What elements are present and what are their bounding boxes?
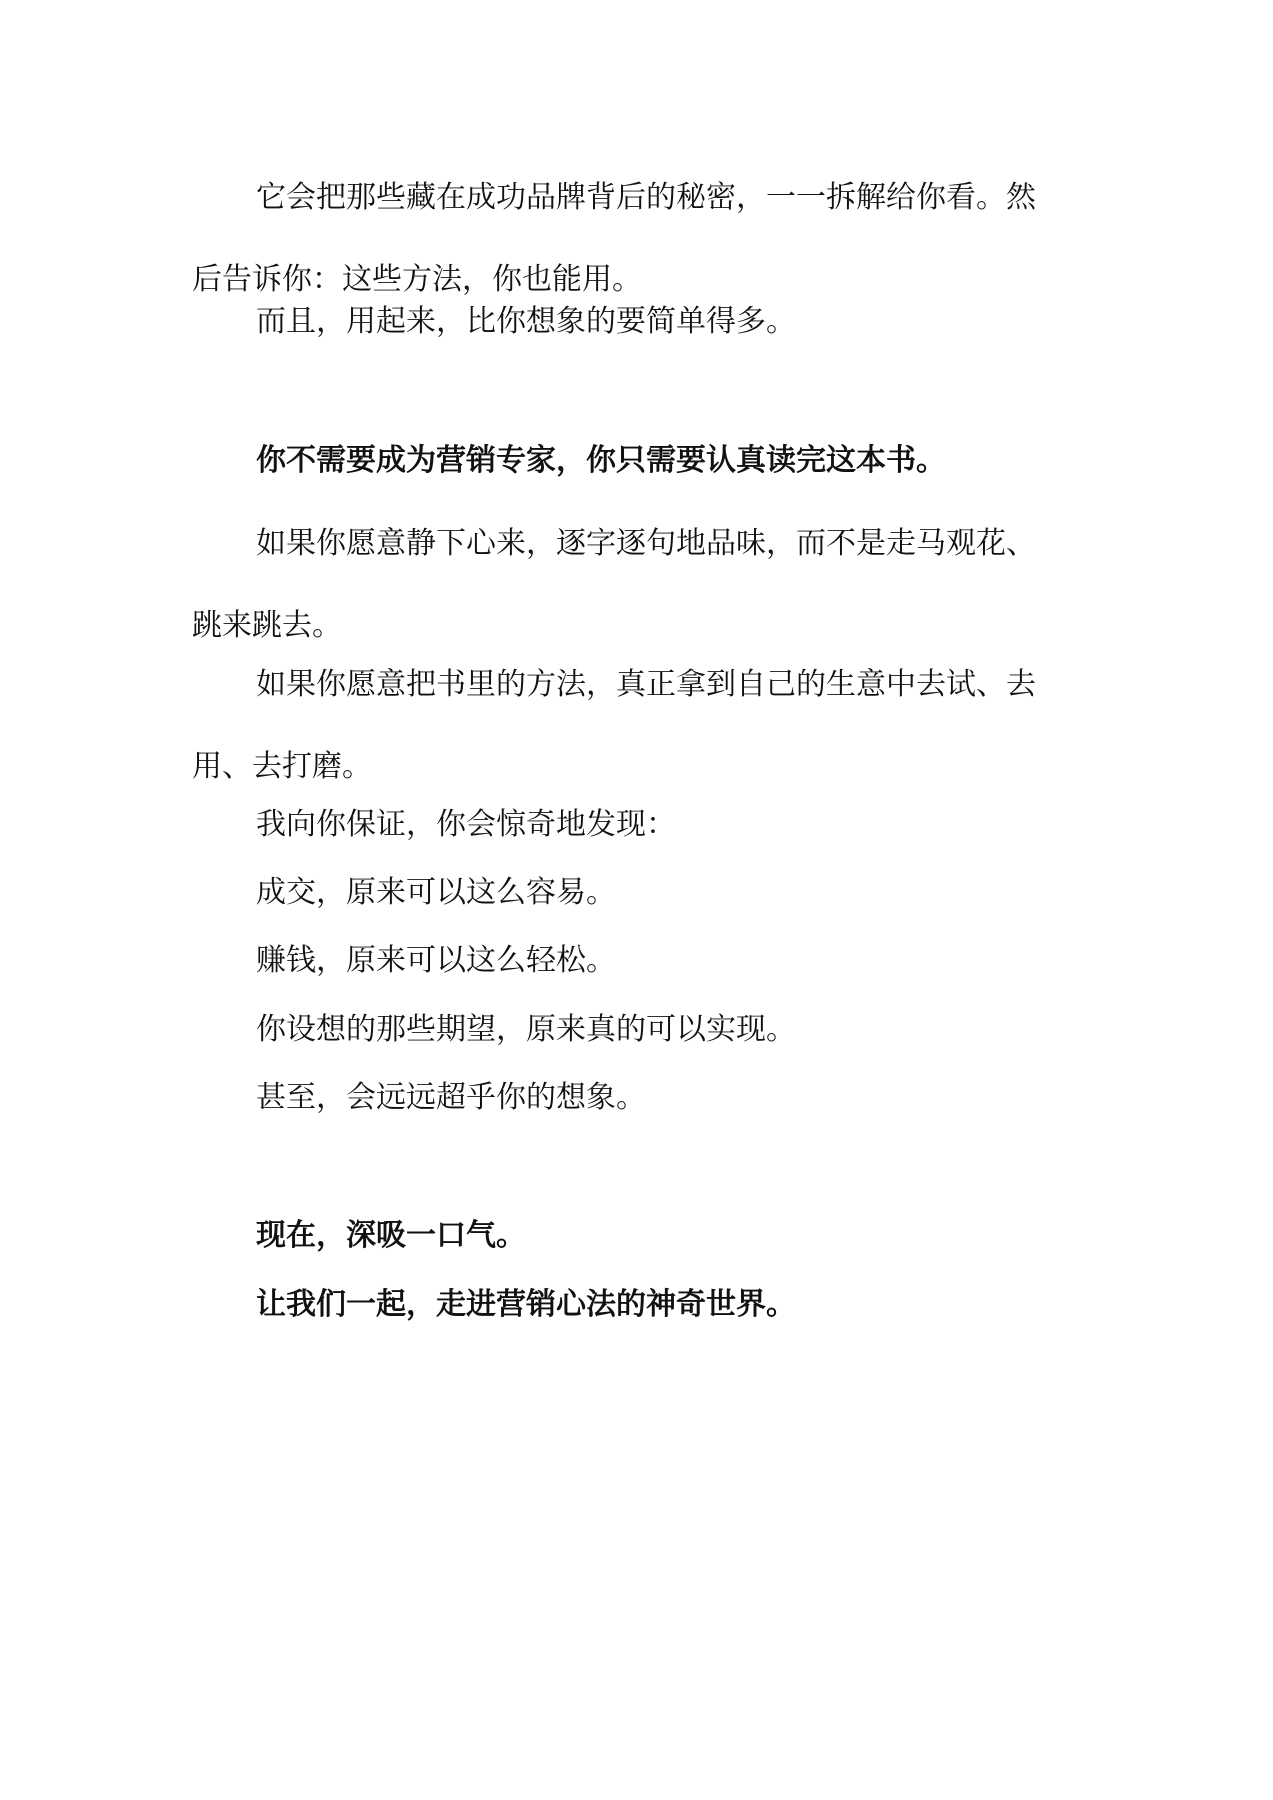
paragraph-line: 后告诉你：这些方法，你也能用。 [192,262,642,297]
paragraph-line: 而且，用起来，比你想象的要简单得多。 [256,304,796,339]
paragraph-line: 你不需要成为营销专家，你只需要认真读完这本书。 [256,443,946,478]
paragraph-line: 让我们一起，走进营销心法的神奇世界。 [256,1287,796,1322]
paragraph-line: 成交，原来可以这么容易。 [256,875,616,910]
paragraph-if-willing-read [192,503,1082,667]
paragraph-line: 跳来跳去。 [192,608,342,643]
paragraph-line: 它会把那些藏在成功品牌背后的秘密，一一拆解给你看。然 [256,180,1036,215]
paragraph-line: 甚至，会远远超乎你的想象。 [256,1080,646,1115]
paragraph-line: 用、去打磨。 [192,749,372,784]
paragraph-line: 如果你愿意静下心来，逐字逐句地品味，而不是走马观花、 [256,526,1036,561]
paragraph-simple [192,281,1082,363]
paragraph-beyond [192,1057,1082,1139]
paragraph-no-expert [192,420,1082,502]
paragraph-line: 现在，深吸一口气。 [256,1218,526,1253]
paragraph-line: 你设想的那些期望，原来真的可以实现。 [256,1012,796,1047]
paragraph-line: 我向你保证，你会惊奇地发现： [256,807,676,842]
paragraph-line: 赚钱，原来可以这么轻松。 [256,943,616,978]
paragraph-enter-world [192,1264,1082,1346]
paragraph-line: 如果你愿意把书里的方法，真正拿到自己的生意中去试、去 [256,667,1036,702]
